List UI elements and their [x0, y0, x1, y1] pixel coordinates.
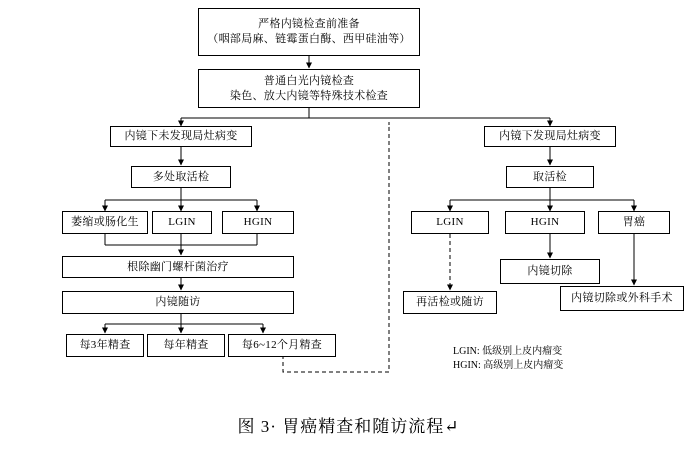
node-every-3-years: [66, 334, 144, 357]
node-resection-or-surgery-label: 内镜切除或外科手术: [571, 292, 673, 304]
node-atrophy-label: 萎缩或肠化生: [71, 216, 139, 228]
node-prep-line1: 严格内镜检查前准备: [258, 18, 360, 30]
node-biopsy: [506, 166, 594, 188]
node-endoscopy-line2: 染色、放大内镜等特殊技术检查: [229, 89, 389, 102]
node-lgin-right: [411, 211, 489, 234]
node-biopsy-label: 取活检: [533, 170, 567, 183]
node-lgin-left: [152, 211, 212, 234]
node-hgin-right-label: HGIN: [530, 216, 560, 228]
node-gastric-cancer: [598, 211, 670, 234]
node-hgin-left-label: HGIN: [243, 216, 273, 228]
legend-line-lgin: LGIN: 低级别上皮内瘤变: [453, 346, 563, 357]
node-hgin-left: [222, 211, 294, 234]
node-gastric-cancer-label: 胃癌: [622, 216, 646, 228]
node-every-6-to-12-months-label: 每6~12个月精查: [241, 339, 323, 351]
node-multi-biopsy: [131, 166, 231, 188]
legend-block: [453, 345, 563, 373]
node-recheck-followup-label: 再活检或随访: [416, 296, 484, 308]
node-multi-biopsy-label: 多处取活检: [152, 170, 210, 183]
node-lesion: [484, 126, 616, 147]
node-hp-treatment: [62, 256, 294, 278]
node-no-lesion-label: 内镜下未发现局灶病变: [124, 130, 238, 142]
node-endoscopic-resection-label: 内镜切除: [527, 265, 573, 277]
node-lgin-right-label: LGIN: [436, 216, 464, 228]
node-endoscopy-line1: 普通白光内镜检查: [263, 74, 355, 87]
node-follow-up-label: 内镜随访: [155, 296, 201, 308]
node-no-lesion: [110, 126, 252, 147]
node-hgin-right: [505, 211, 585, 234]
node-hp-treatment-label: 根除幽门螺杆菌治疗: [127, 260, 229, 273]
node-resection-or-surgery: [560, 286, 684, 311]
node-endoscopy: [198, 69, 420, 108]
node-recheck-followup: [403, 291, 497, 314]
node-prep: [198, 8, 420, 56]
legend-line-hgin: HGIN: 高级别上皮内瘤变: [453, 360, 564, 371]
node-lgin-left-label: LGIN: [168, 216, 196, 228]
figure-caption: 图 3· 胃癌精查和随访流程↵: [237, 417, 460, 436]
node-endoscopic-resection: [500, 259, 600, 284]
node-every-3-years-label: 每3年精查: [79, 339, 131, 351]
node-prep-line2: （咽部局麻、链霉蛋白酶、西甲硅油等）: [207, 33, 411, 45]
node-every-6-to-12-months: [228, 334, 336, 357]
node-every-year: [147, 334, 225, 357]
node-follow-up: [62, 291, 294, 314]
node-every-year-label: 每年精查: [163, 339, 209, 351]
node-lesion-label: 内镜下发现局灶病变: [499, 130, 601, 142]
node-atrophy: [62, 211, 148, 234]
